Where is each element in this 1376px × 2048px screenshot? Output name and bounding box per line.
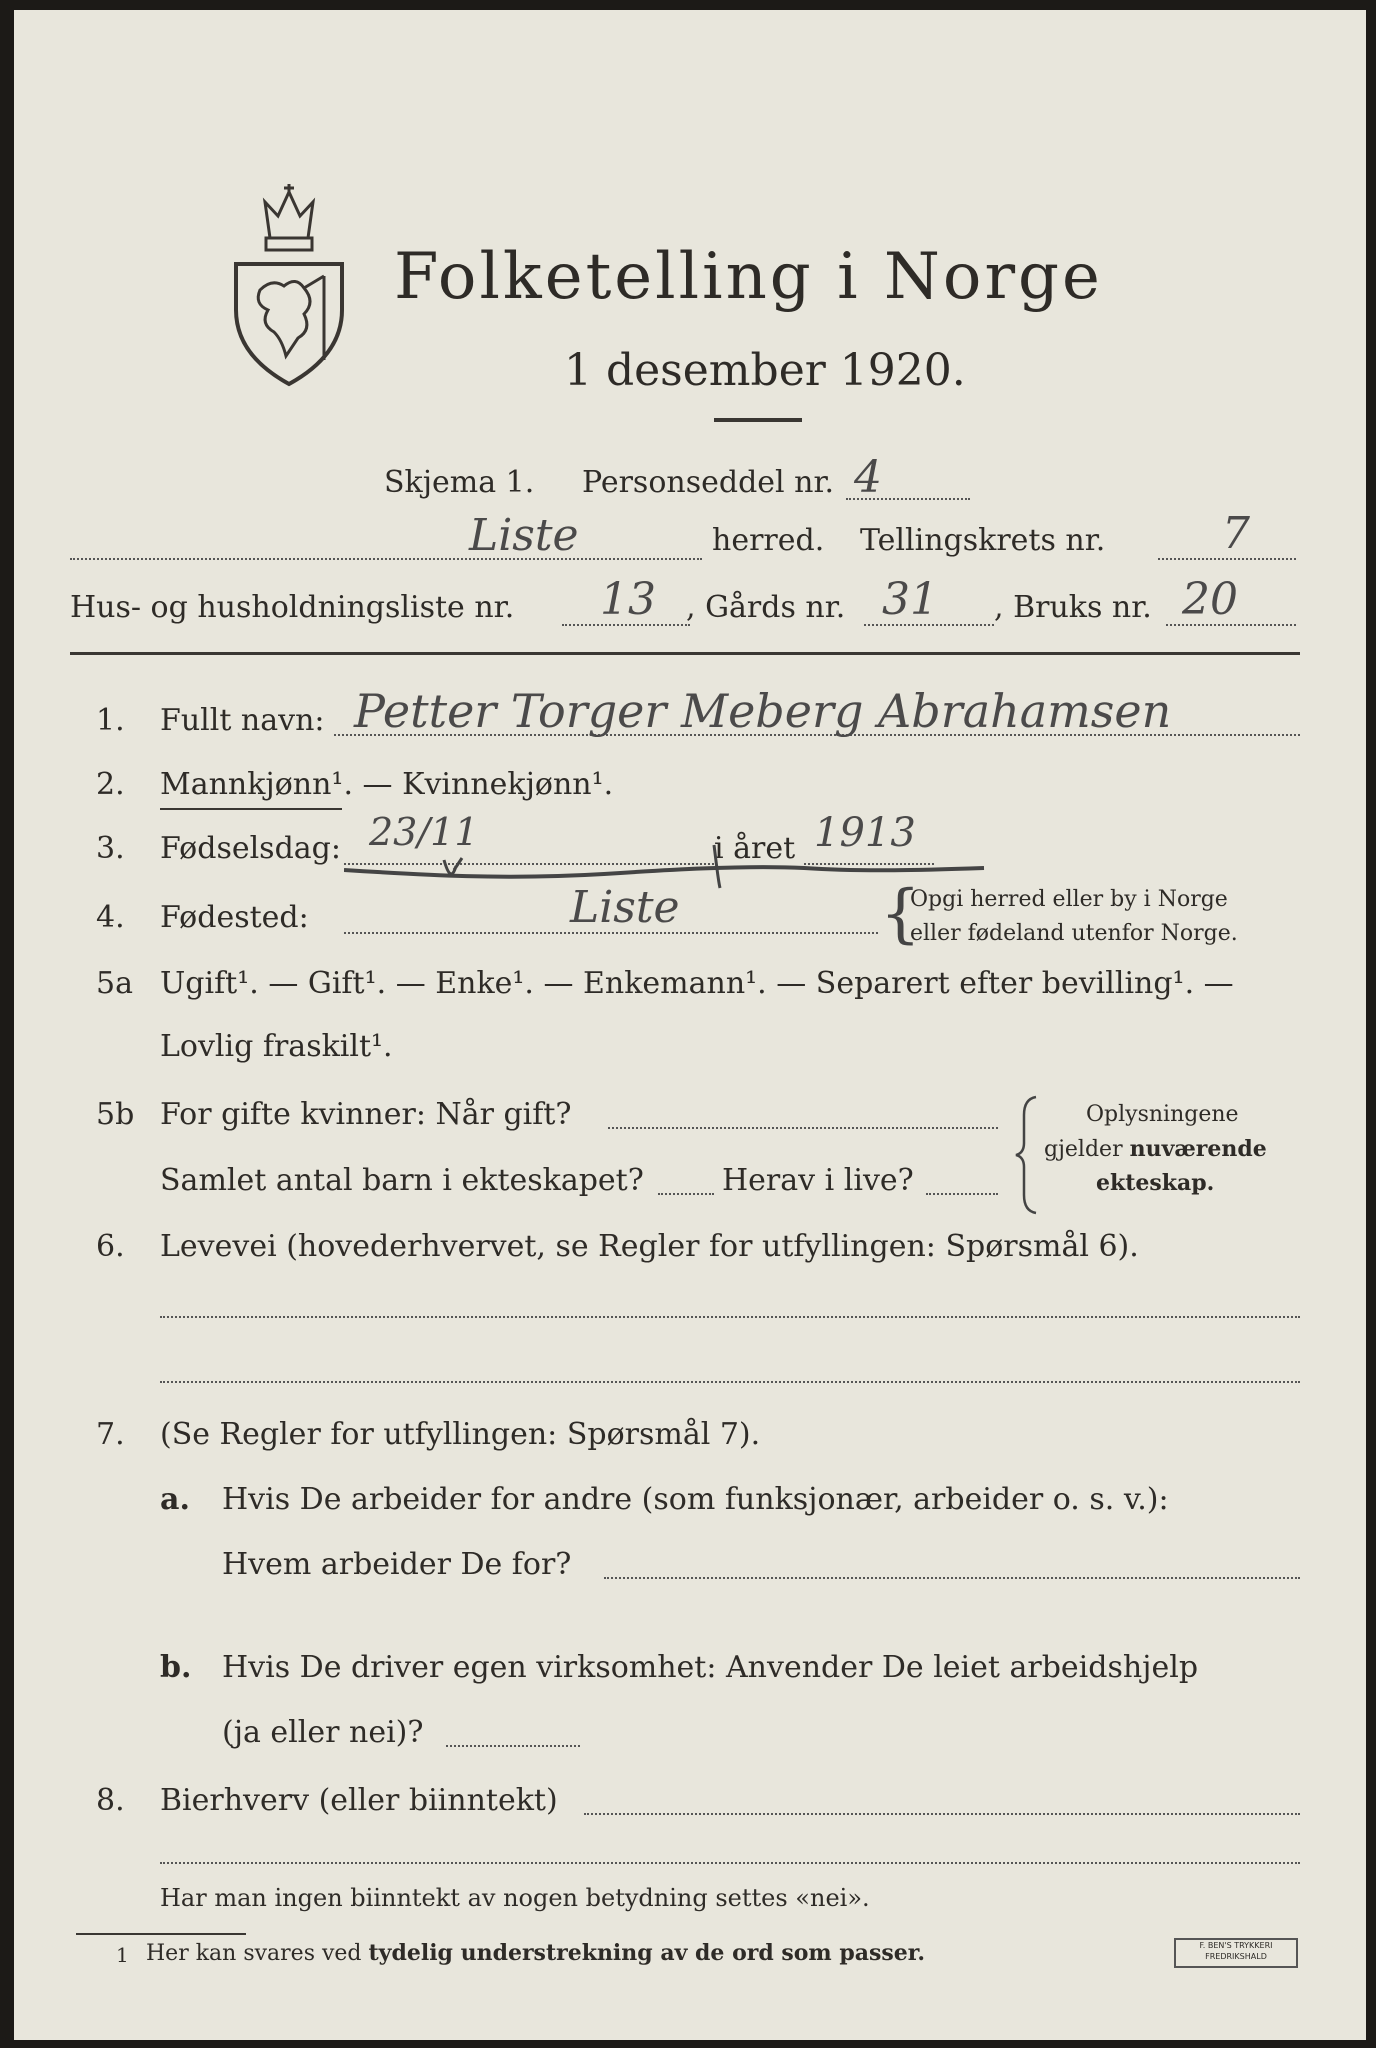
- q7a-employer-line: [604, 1577, 1300, 1579]
- header-rule: [70, 652, 1300, 655]
- personseddel-label: Personseddel nr.: [582, 465, 835, 500]
- q5b-note-gjelder: gjelder: [1044, 1137, 1130, 1162]
- printer-stamp-line1: F. BEN'S TRYKKERI: [1199, 1941, 1273, 1950]
- herred-value[interactable]: Liste: [469, 510, 579, 561]
- q4-note-brace: {: [880, 877, 921, 951]
- q1-label: Fullt navn:: [160, 703, 325, 738]
- q3-year-label: i året: [714, 831, 796, 866]
- q5b-alive-line: [926, 1193, 998, 1195]
- printer-stamp-line2: FREDRIKSHALD: [1205, 1952, 1267, 1961]
- gards-value[interactable]: 31: [882, 574, 938, 625]
- title-divider: [714, 418, 802, 422]
- q6-answer-line2: [160, 1381, 1300, 1383]
- q8-answer-line1: [584, 1813, 1300, 1815]
- q5b-married-line: [608, 1127, 998, 1129]
- birth-day-value[interactable]: 23/11: [369, 810, 479, 854]
- skjema-label: Skjema 1.: [384, 465, 535, 500]
- q8-number: 8.: [96, 1783, 125, 1818]
- q5b-children-line: [658, 1193, 714, 1195]
- q5b-note-line2: [1044, 1136, 1267, 1162]
- q3-label: Fødselsdag:: [160, 831, 341, 866]
- q4-note-line2: eller fødeland utenfor Norge.: [910, 921, 1238, 946]
- q4-number: 4.: [96, 900, 125, 935]
- q5b-number: 5b: [96, 1097, 135, 1132]
- gards-label: , Gårds nr.: [686, 590, 846, 625]
- q8-answer-line2: [160, 1862, 1300, 1864]
- q5a-status-options: Ugift¹. — Gift¹. — Enke¹. — Enkemann¹. — Separert efter bevilling¹. —: [160, 966, 1234, 1001]
- q5a-status-options-cont: Lovlig fraskilt¹.: [160, 1029, 393, 1064]
- q6-number: 6.: [96, 1229, 125, 1264]
- tellingskrets-label: Tellingskrets nr.: [860, 523, 1106, 558]
- tellingskrets-value[interactable]: 7: [1222, 508, 1250, 559]
- footnote-rule: [76, 1933, 246, 1935]
- q8-note: Har man ingen biinntekt av nogen betydning settes «nei».: [160, 1884, 870, 1912]
- birth-year-value[interactable]: 1913: [814, 810, 916, 856]
- q2-gender-options: Mannkjønn¹. — Kvinnekjønn¹.: [160, 767, 614, 802]
- q5b-note-line1: Oplysningene: [1086, 1102, 1239, 1127]
- census-date: 1 desember 1920.: [564, 345, 966, 396]
- q5b-children-label: Samlet antal barn i ekteskapet?: [160, 1163, 644, 1198]
- q7b-hired-help-label: (ja eller nei)?: [222, 1715, 424, 1750]
- herred-label: herred.: [712, 523, 825, 558]
- bruks-label: , Bruks nr.: [994, 590, 1152, 625]
- husholdningsliste-value[interactable]: 13: [600, 574, 656, 625]
- birthplace-value[interactable]: Liste: [570, 882, 680, 933]
- q4-note-line1: Opgi herred eller by i Norge: [910, 887, 1228, 912]
- q6-answer-line1: [160, 1316, 1300, 1318]
- q8-label: Bierhverv (eller biinntekt): [160, 1783, 558, 1818]
- herred-line: [70, 558, 702, 560]
- q1-number: 1.: [96, 703, 125, 738]
- census-form-page: [14, 10, 1366, 2040]
- q7-label: (Se Regler for utfyllingen: Spørsmål 7).: [160, 1417, 761, 1452]
- q5b-married-label: For gifte kvinner: Når gift?: [160, 1097, 572, 1132]
- q7a-employer-label: Hvem arbeider De for?: [222, 1547, 572, 1582]
- q7a-line1: Hvis De arbeider for andre (som funksjonær, arbeider o. s. v.):: [222, 1482, 1169, 1517]
- footnote-text: [146, 1940, 925, 1966]
- footnote-text-bold: tydelig understrekning av de ord som passer.: [368, 1940, 926, 1966]
- q5b-note-brace: [1014, 1095, 1044, 1215]
- q7b-line1: Hvis De driver egen virksomhet: Anvender De leiet arbeidshjelp: [222, 1650, 1199, 1685]
- q5a-number: 5a: [96, 966, 133, 1001]
- footnote-mark: 1: [116, 1943, 129, 1967]
- personseddel-value[interactable]: 4: [854, 452, 882, 503]
- bruks-value[interactable]: 20: [1182, 574, 1238, 625]
- q7-number: 7.: [96, 1417, 125, 1452]
- q7a-letter: a.: [160, 1482, 190, 1517]
- footnote-text-plain: Her kan svares ved: [146, 1941, 369, 1966]
- husholdningsliste-label: Hus- og husholdningsliste nr.: [70, 590, 515, 625]
- q6-label: Levevei (hovederhvervet, se Regler for utfyllingen: Spørsmål 6).: [160, 1229, 1139, 1264]
- q4-label: Fødested:: [160, 900, 309, 935]
- full-name-value[interactable]: Petter Torger Meberg Abrahamsen: [354, 684, 1172, 738]
- printer-stamp: [1174, 1938, 1298, 1968]
- q3-number: 3.: [96, 831, 125, 866]
- q5b-note-line3: ekteskap.: [1096, 1170, 1215, 1196]
- q5b-note-current: nuværende: [1129, 1136, 1267, 1162]
- q7b-hired-help-line: [446, 1745, 580, 1747]
- form-title: Folketelling i Norge: [394, 240, 1103, 314]
- norway-coat-of-arms-icon: [230, 180, 348, 390]
- q7b-letter: b.: [160, 1650, 192, 1685]
- mannkjonn-underline: [160, 808, 342, 810]
- q2-number: 2.: [96, 767, 125, 802]
- q5b-alive-label: Herav i live?: [722, 1163, 914, 1198]
